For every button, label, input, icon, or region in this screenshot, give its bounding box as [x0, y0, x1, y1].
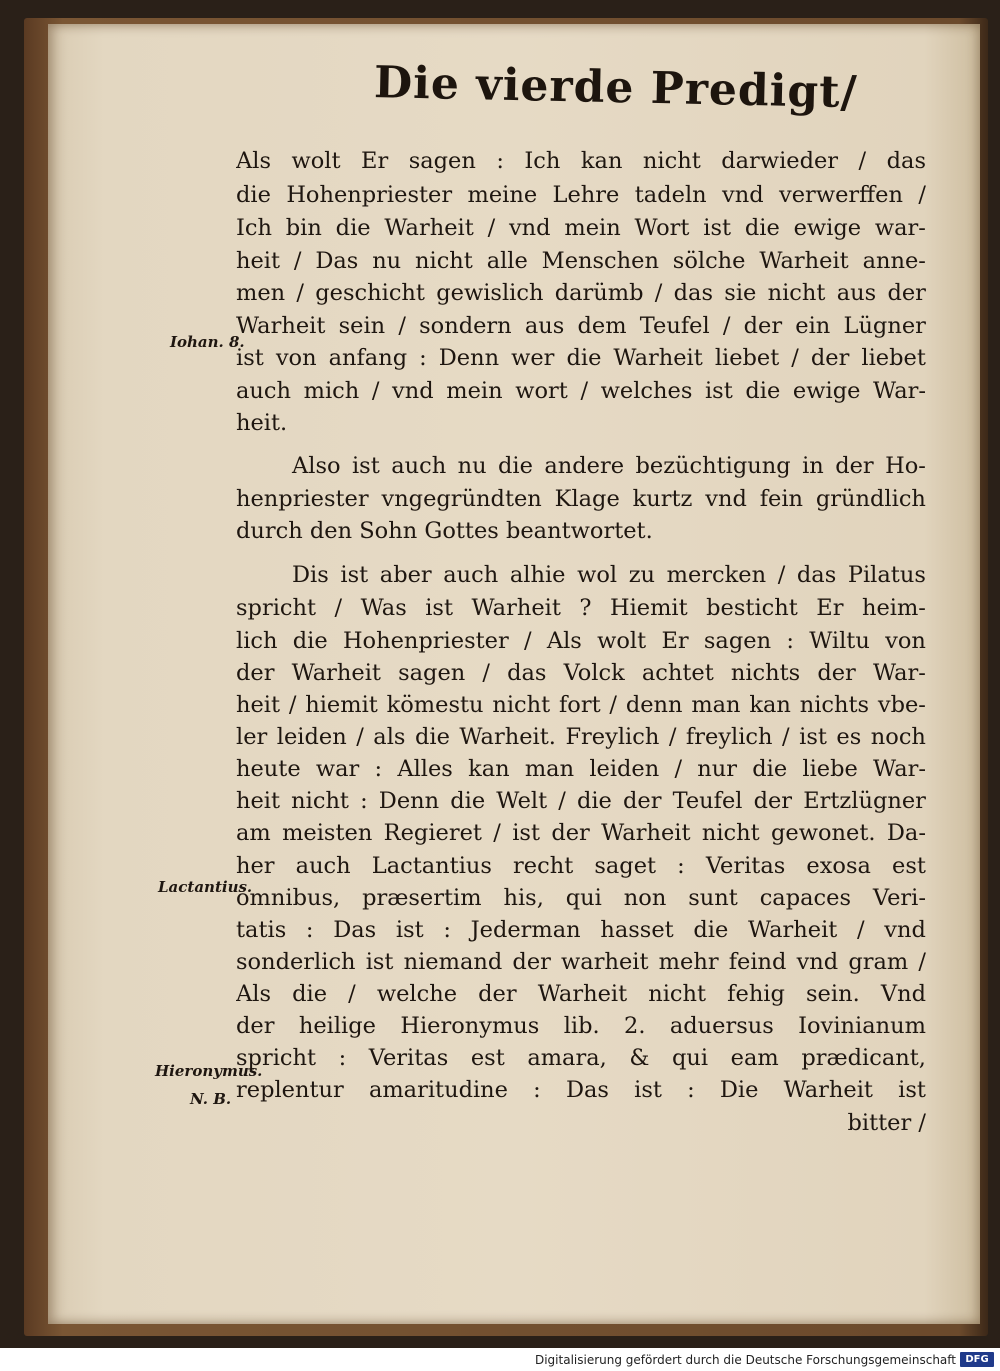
text-line: durch den Sohn Gottes beantwortet.: [236, 518, 653, 544]
text-line: her auch Lactantius recht saget : Veritas exosa est: [236, 853, 926, 879]
footer-bar: [0, 1348, 1000, 1371]
footer-funding-text: Digitalisierung gefördert durch die Deutsche Forschungsgemeinschaft: [534, 1353, 956, 1367]
margin-note-hieronymus: Hieronymus.: [155, 1062, 263, 1080]
text-line: bitter /: [847, 1110, 926, 1136]
text-line: heit.: [236, 410, 288, 436]
text-line: auch mich / vnd mein wort / welches ist die ewige War-: [236, 378, 926, 404]
text-line: spricht / Was ist Warheit ? Hiemit besticht Er heim-: [236, 595, 926, 621]
text-line: heit / hiemit kömestu nicht fort / denn man kan nichts vbe-: [236, 692, 926, 718]
margin-note-lactantius: Lactantius.: [158, 878, 253, 896]
text-line: der Warheit sagen / das Volck achtet nichts der War-: [236, 660, 926, 686]
text-line: men / geschicht gewislich darümb / das sie nicht aus der: [236, 280, 926, 306]
text-line: am meisten Regieret / ist der Warheit nicht gewonet. Da-: [236, 820, 926, 846]
text-line: tatis : Das ist : Jederman hasset die Warheit / vnd: [236, 917, 926, 943]
text-line: omnibus, præsertim his, qui non sunt capaces Veri-: [236, 885, 926, 911]
page-header-title: Die vierde Predigt/: [373, 57, 859, 119]
text-line: ist von anfang : Denn wer die Warheit liebet / der liebet: [236, 345, 926, 371]
text-line: Dis ist aber auch alhie wol zu mercken / das Pilatus: [292, 562, 926, 588]
text-line: Als die / welche der Warheit nicht fehig sein. Vnd: [236, 981, 926, 1007]
text-line: spricht : Veritas est amara, & qui eam prædicant,: [236, 1045, 926, 1071]
dfg-logo: DFG: [960, 1352, 994, 1367]
text-line: Ich bin die Warheit / vnd mein Wort ist die ewige war-: [236, 215, 926, 241]
text-line: Warheit sein / sondern aus dem Teufel / der ein Lügner: [236, 313, 926, 339]
margin-note-johan: Iohan. 8.: [170, 333, 245, 351]
text-line: ler leiden / als die Warheit. Freylich / freylich / ist es noch: [236, 724, 926, 750]
text-line: replentur amaritudine : Das ist : Die Warheit ist: [236, 1077, 926, 1103]
text-line: heute war : Alles kan man leiden / nur die liebe War-: [236, 756, 926, 782]
text-line: henpriester vngegründten Klage kurtz vnd fein gründlich: [236, 486, 926, 512]
text-line: lich die Hohenpriester / Als wolt Er sagen : Wiltu von: [236, 628, 926, 654]
text-line: Als wolt Er sagen : Ich kan nicht darwieder / das: [236, 148, 926, 174]
text-line: der heilige Hieronymus lib. 2. aduersus Iovinianum: [236, 1013, 926, 1039]
text-line: heit nicht : Denn die Welt / die der Teufel der Ertzlügner: [236, 788, 926, 814]
text-line: Also ist auch nu die andere bezüchtigung in der Ho-: [292, 453, 926, 479]
text-line: heit / Das nu nicht alle Menschen sölche Warheit anne-: [236, 248, 926, 274]
text-line: sonderlich ist niemand der warheit mehr feind vnd gram /: [236, 949, 926, 975]
margin-note-nb: N. B.: [190, 1090, 232, 1108]
text-line: die Hohenpriester meine Lehre tadeln vnd verwerffen /: [236, 182, 926, 208]
